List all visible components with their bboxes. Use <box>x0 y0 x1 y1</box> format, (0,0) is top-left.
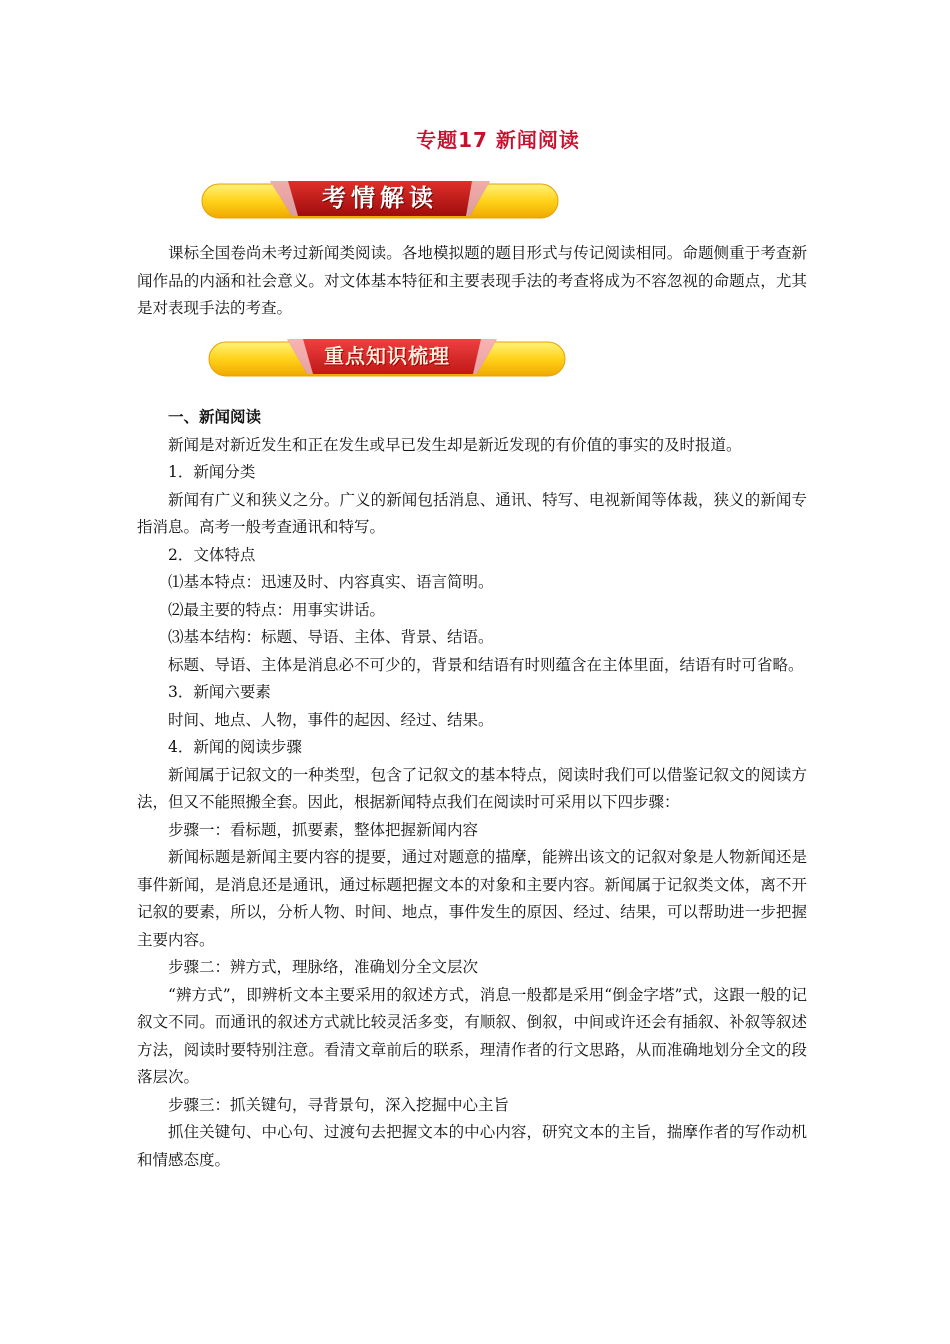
banner-knowledge <box>207 336 567 380</box>
subheading: 3．新闻六要素 <box>168 683 271 701</box>
paragraph: 抓住关键句、中心句、过渡句去把握文本的中心内容，研究文本的主旨，揣摩作者的写作动机和情感态度。 <box>137 1123 807 1169</box>
subheading: 1．新闻分类 <box>168 463 256 481</box>
paragraph: 新闻是对新近发生和正在发生或早已发生却是新近发现的有价值的事实的及时报道。 <box>168 435 742 454</box>
paragraph: 时间、地点、人物，事件的起因、经过、结果。 <box>168 710 494 729</box>
list-item: ⑶基本结构：标题、导语、主体、背景、结语。 <box>168 628 494 646</box>
step-heading: 步骤二：辨方式，理脉络，准确划分全文层次 <box>168 958 479 976</box>
intro-paragraph: 课标全国卷尚未考过新闻类阅读。各地模拟题的题目形式与传记阅读相同。命题侧重于考查新闻作品的内涵和社会意义。对文体基本特征和主要表现手法的考查将成为不容忽视的命题点，尤其是对表现手法的考查。 <box>137 244 807 317</box>
section-heading: 一、新闻阅读 <box>168 408 262 426</box>
list-item: ⑵最主要的特点：用事实讲话。 <box>168 600 386 619</box>
list-item: ⑴基本特点：迅速及时、内容真实、语言简明。 <box>168 573 494 591</box>
section-news-reading <box>137 404 807 1174</box>
subheading: 4．新闻的阅读步骤 <box>168 738 302 756</box>
intro-section <box>137 240 807 323</box>
paragraph: 新闻属于记叙文的一种类型，包含了记叙文的基本特点，阅读时我们可以借鉴记叙文的阅读方法，但又不能照搬全套。因此，根据新闻特点我们在阅读时可采用以下四步骤： <box>137 765 807 811</box>
banner-analysis-label: 考情解读 <box>322 184 438 212</box>
step-heading: 步骤一：看标题，抓要素，整体把握新闻内容 <box>168 820 479 839</box>
paragraph: 标题、导语、主体是消息必不可少的，背景和结语有时则蕴含在主体里面，结语有时可省略。 <box>168 655 804 674</box>
subheading: 2．文体特点 <box>168 545 256 564</box>
paragraph: “辨方式”，即辨析文本主要采用的叙述方式，消息一般都是采用“倒金字塔”式，这跟一般的记叙文不同。而通讯的叙述方式就比较灵活多变，有顺叙、倒叙，中间或许还会有插叙、补叙等叙述方法，阅读时要特别注意。看清文章前后的联系，理清作者的行文思路，从而准确地划分全文的段落层次。 <box>137 985 807 1086</box>
banner-analysis <box>200 178 560 222</box>
paragraph: 新闻有广义和狭义之分。广义的新闻包括消息、通讯、特写、电视新闻等体裁，狭义的新闻专指消息。高考一般考查通讯和特写。 <box>137 490 807 536</box>
page-title: 专题17 新闻阅读 <box>416 128 580 152</box>
paragraph: 新闻标题是新闻主要内容的提要，通过对题意的描摩，能辨出该文的记叙对象是人物新闻还是事件新闻，是消息还是通讯，通过标题把握文本的对象和主要内容。新闻属于记叙类文体，离不开记叙的要素，所以，分析人物、时间、地点，事件发生的原因、经过、结果，可以帮助进一步把握主要内容。 <box>137 848 807 949</box>
step-heading: 步骤三：抓关键句，寻背景句，深入挖掘中心主旨 <box>168 1095 510 1114</box>
banner-knowledge-label: 重点知识梳理 <box>324 344 450 368</box>
